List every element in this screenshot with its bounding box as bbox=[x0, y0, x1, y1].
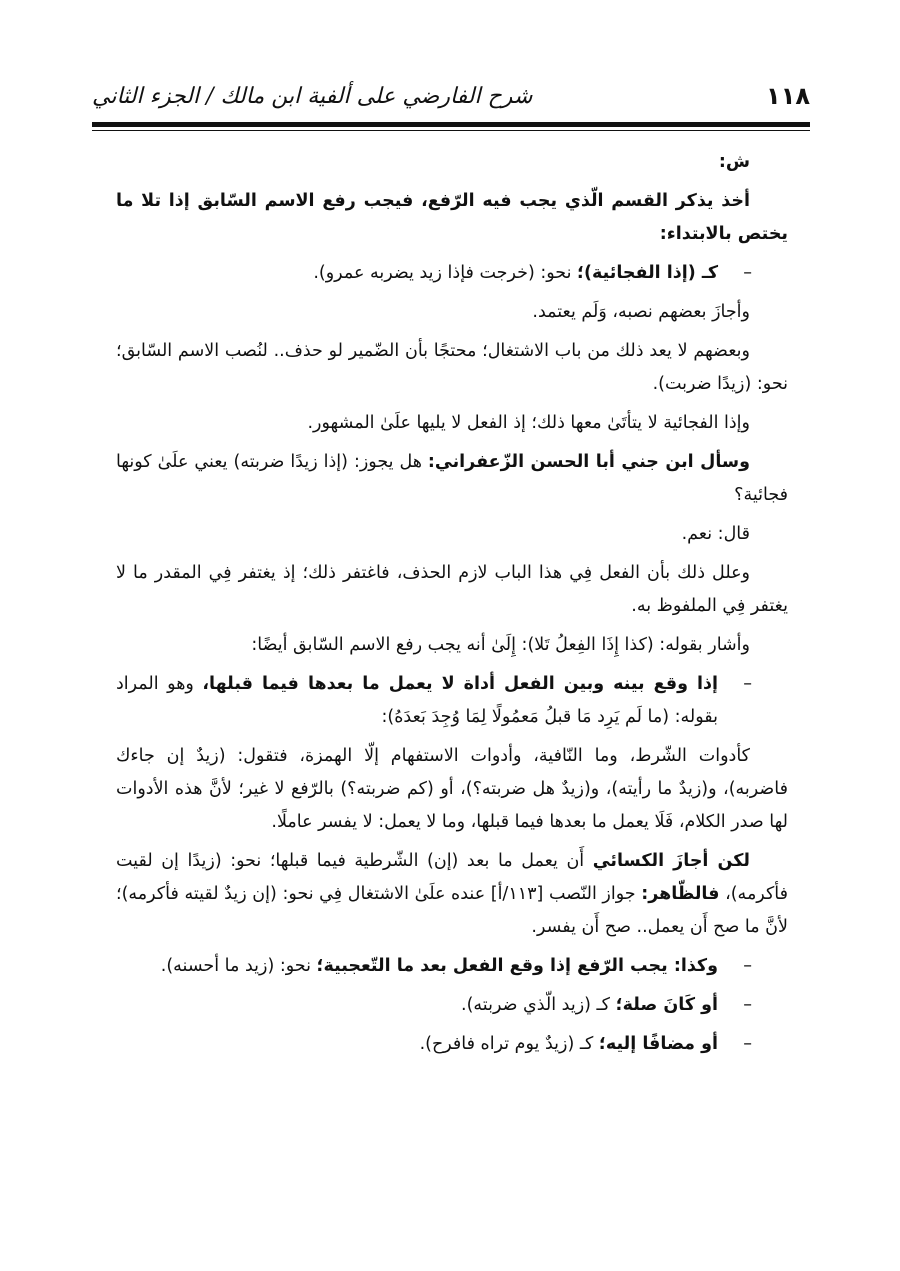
list-item-emphasis: إذا وقع بينه وبين الفعل أداة لا يعمل ما بعدها فيما قبلها، bbox=[202, 674, 719, 694]
paragraph: وإذا الفجائية لا يتأتَىٰ معها ذلك؛ إذ الفعل لا يليها علَىٰ المشهور. bbox=[307, 413, 750, 433]
list-dash: – bbox=[743, 263, 752, 283]
list-item-text: كـ (زيد الّذي ضربته). bbox=[461, 995, 616, 1015]
paragraph: قال: نعم. bbox=[681, 524, 750, 544]
paragraph-emphasis: فالظّاهر: bbox=[641, 884, 720, 904]
list-item-text: كـ (زيدٌ يوم تراه فافرح). bbox=[419, 1034, 599, 1054]
list-dash: – bbox=[743, 674, 752, 694]
list-item bbox=[116, 668, 788, 734]
list-item bbox=[116, 1028, 788, 1061]
paragraph: وبعضهم لا يعد ذلك من باب الاشتغال؛ محتجًا بأن الضّمير لو حذف.. لنُصب الاسم السّابق؛ نحو: (زيدًا ضربت). bbox=[116, 341, 788, 394]
paragraph: وعلل ذلك بأن الفعل فِي هذا الباب لازم الحذف، فاغتفر ذلك؛ إذ يغتفر فِي المقدر ما لا يغتفر فِي الملفوظ به. bbox=[116, 563, 788, 616]
section-label: ش: bbox=[718, 152, 750, 172]
paragraph-text: هل يجوز: (إذا زيدًا ضربته) يعني علَىٰ كونها فجائية؟ bbox=[116, 452, 788, 505]
list-item-emphasis: أو مضافًا إليه؛ bbox=[598, 1034, 718, 1054]
paragraph-text: جواز النّصب [١١٣/أ] عنده علَىٰ الاشتغال فِي نحو: (إن زيدٌ لقيته فأكرمه)؛ لأنَّ ما صح أَن يعمل.. صح أَن يفسر. bbox=[116, 884, 788, 937]
list-item-text: وهو المراد بقوله: (ما لَم يَرِد مَا قبلُ مَعمُولًا لِمَا وُجِدَ بَعدَهُ): bbox=[116, 674, 718, 727]
paragraph bbox=[116, 845, 788, 944]
list-item-text: نحو: (خرجت فإذا زيد يضربه عمرو). bbox=[313, 263, 577, 283]
paragraph: وأشار بقوله: (كذا إِذَا الفِعلُ تَلا): إِلَىٰ أنه يجب رفع الاسم السّابق أيضًا: bbox=[251, 635, 750, 655]
paragraph: أخذ يذكر القسم الّذي يجب فيه الرّفع، فيجب رفع الاسم السّابق إذا تلا ما يختص بالابتداء: bbox=[116, 191, 788, 244]
list-dash: – bbox=[743, 1034, 752, 1054]
list-item-emphasis: كـ (إذا الفجائية)؛ bbox=[577, 263, 718, 283]
header-rule-thin bbox=[92, 130, 810, 131]
list-item-emphasis: وكذا: يجب الرّفع إذا وقع الفعل بعد ما التّعجبية؛ bbox=[316, 956, 718, 976]
paragraph-text: أَن يعمل ما بعد (إن) الشّرطية فيما قبلها؛ نحو: (زيدًا إن لقيت فأكرمه)، bbox=[116, 851, 788, 904]
page-number: ١١٨ bbox=[766, 82, 810, 110]
list-dash: – bbox=[743, 956, 752, 976]
running-header bbox=[92, 74, 810, 118]
paragraph-emphasis: وسأل ابن جني أبا الحسن الزّعفراني: bbox=[427, 452, 750, 472]
header-rule-thick bbox=[92, 122, 810, 127]
list-item bbox=[116, 257, 788, 290]
list-dash: – bbox=[743, 995, 752, 1015]
list-item-text: نحو: (زيد ما أحسنه). bbox=[160, 956, 317, 976]
running-title: شرح الفارضي على ألفية ابن مالك / الجزء الثاني bbox=[92, 83, 533, 109]
body-text bbox=[116, 146, 788, 1067]
paragraph: كأدوات الشّرط، وما النّافية، وأدوات الاستفهام إلّا الهمزة، فتقول: (زيدٌ إن جاءك فاضربه)، و(زيدٌ ما رأيته)، و(زيدٌ هل ضربته؟)، أو (كم ضربته؟) بالرّفع لا غير؛ لأنَّ هذه الأدوات لها صدر الكلام، فَلَا يعمل ما بعدها فيما قبلها، وما لا يعمل: لا يفسر عاملًا. bbox=[116, 746, 788, 832]
list-item bbox=[116, 950, 788, 983]
list-item-emphasis: أو كَانَ صلة؛ bbox=[615, 995, 718, 1015]
paragraph bbox=[116, 446, 788, 512]
paragraph: وأجازَ بعضهم نصبه، وَلَم يعتمد. bbox=[532, 302, 750, 322]
paragraph-emphasis: لكن أجازَ الكسائي bbox=[592, 851, 751, 871]
list-item bbox=[116, 989, 788, 1022]
